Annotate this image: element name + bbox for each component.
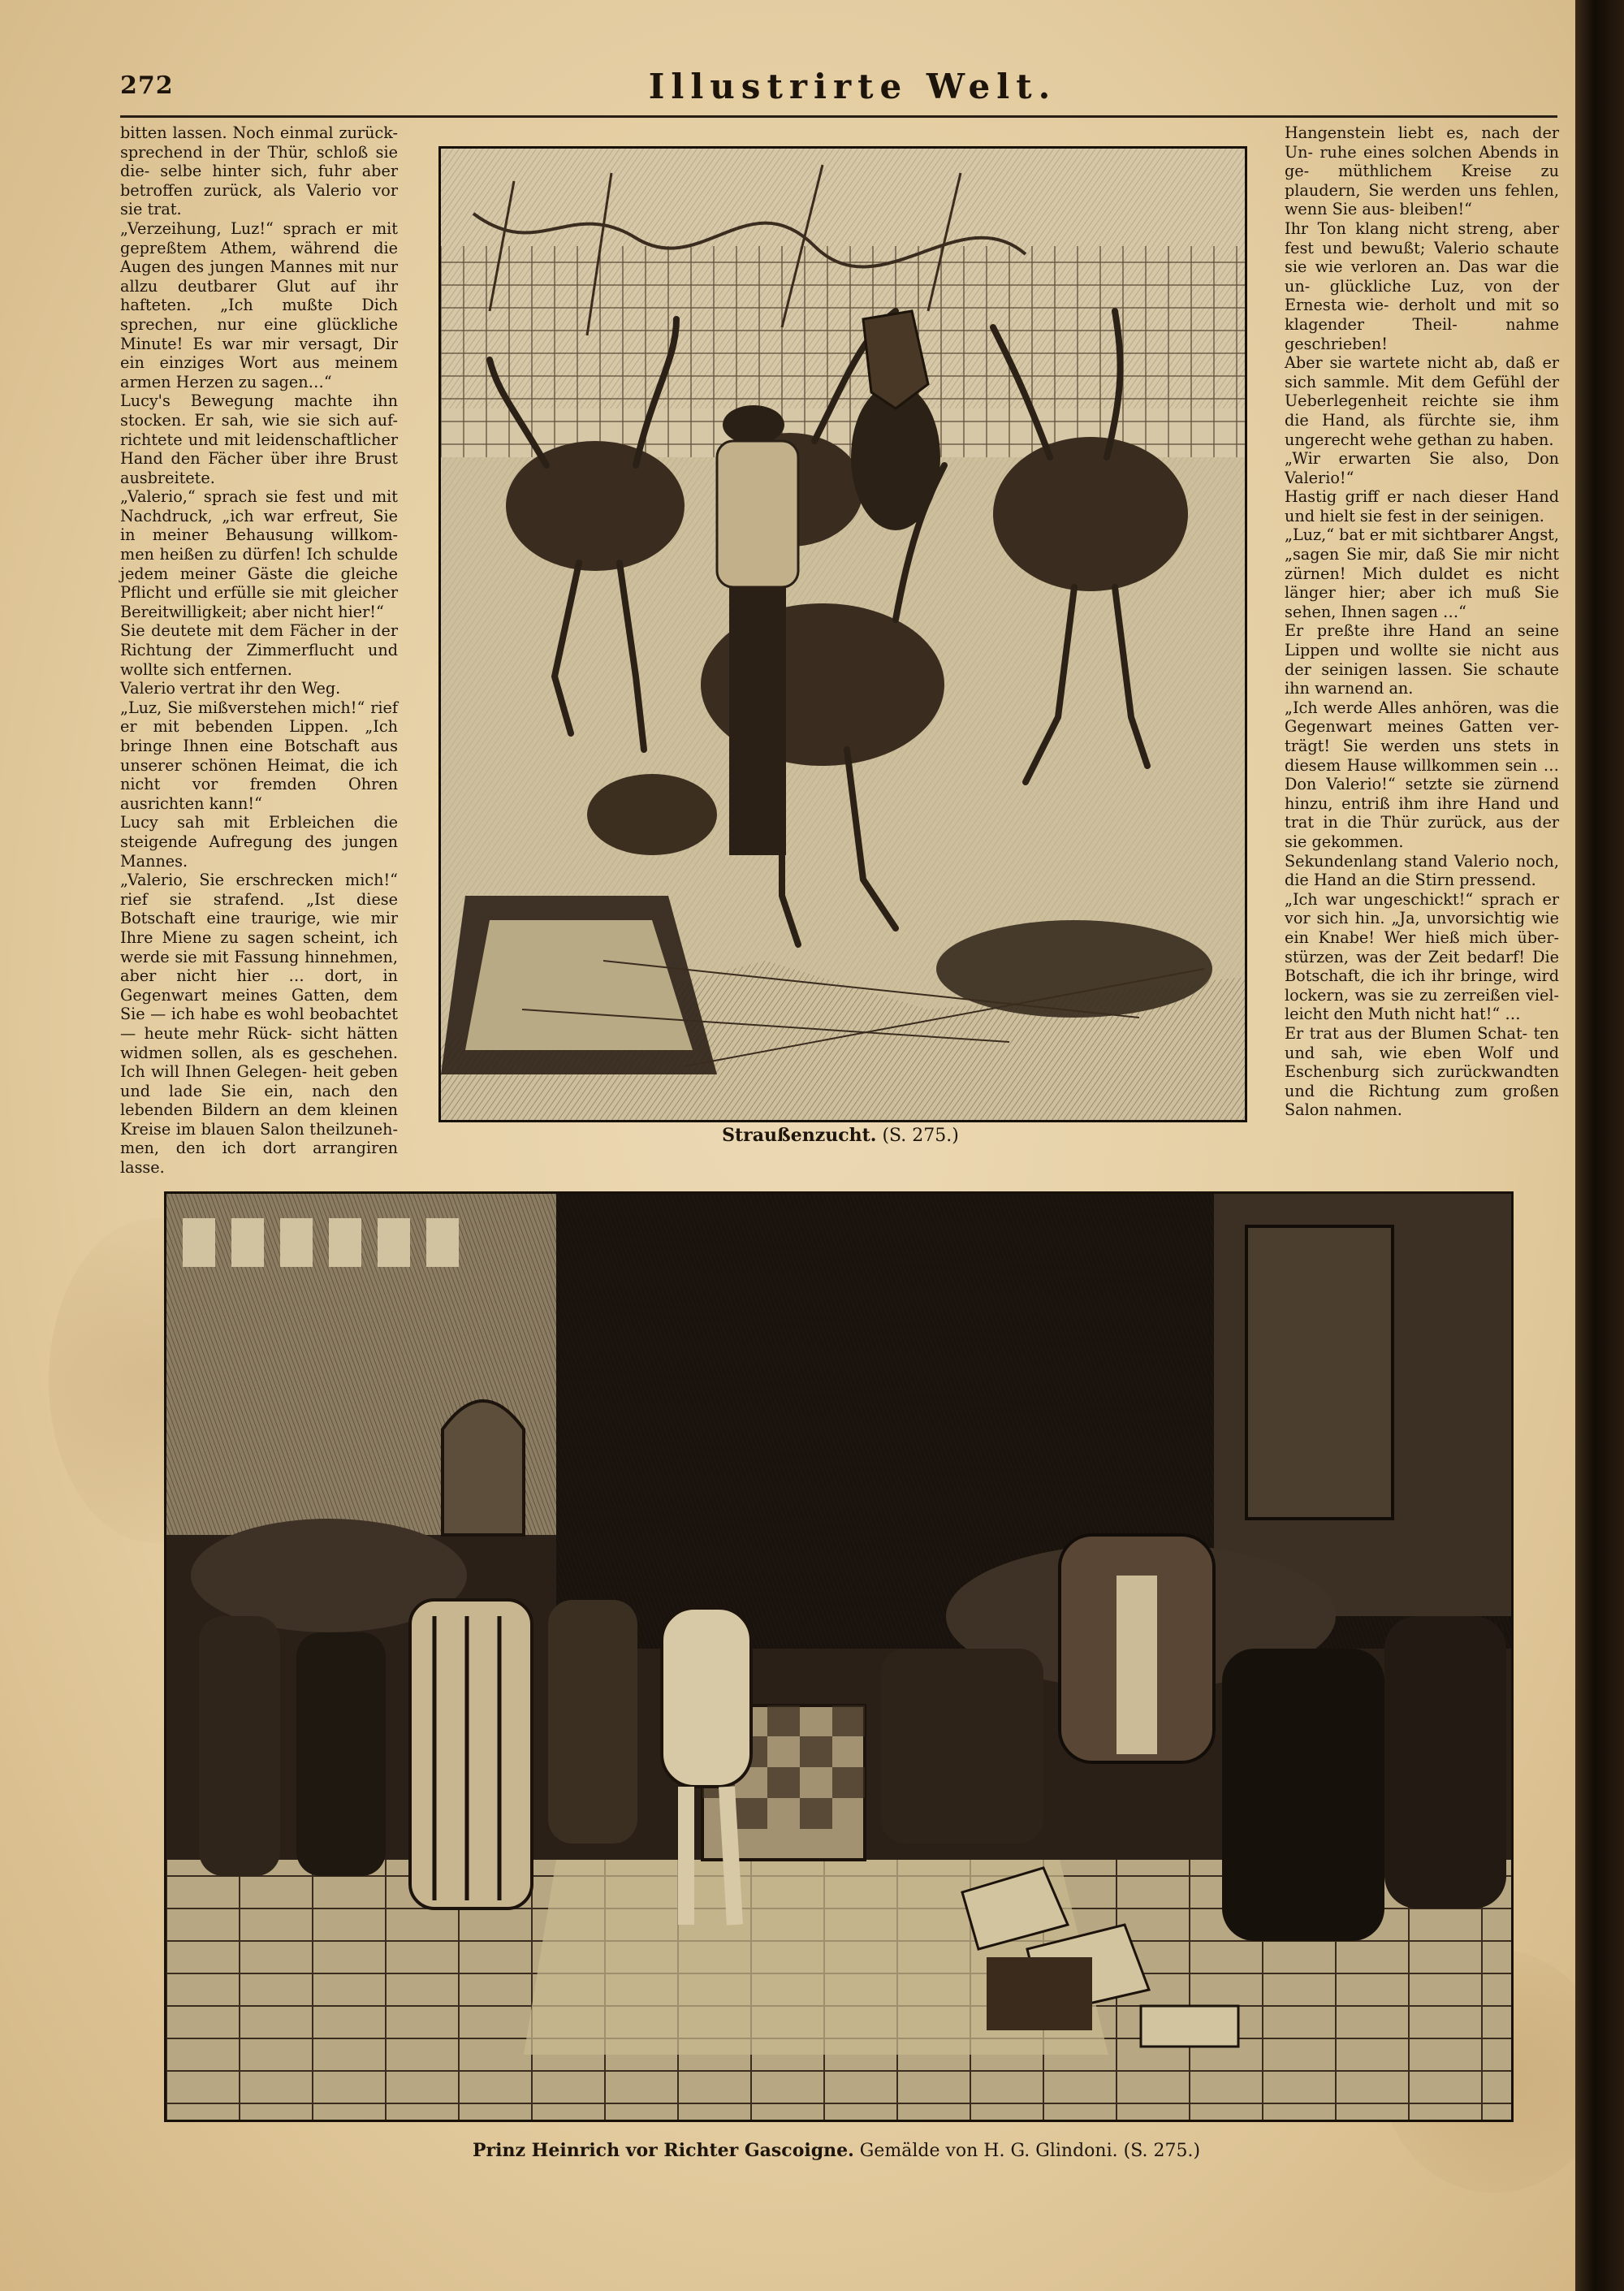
header-rule [120,115,1557,118]
paragraph: „Ich war ungeschickt!“ sprach er vor sich hin. „Ja, unvorsichtig wie ein Knabe! Wer hieß mich über- stürzen, was der Zeit bedarf! Die Botschaft, die ich ihr bringe, wird lockern, was sie zu zerreißen viel- leicht den Muth nicht hat!“ … [1285,889,1559,1024]
paragraph: Sie deutete mit dem Fächer in der Richtung der Zimmerflucht und wollte sich entfernen. [120,621,398,679]
paragraph: Er trat aus der Blumen Schat- ten und sah, wie eben Wolf und Eschenburg sich zurückwandten und die Richtung zum großen Salon nahmen. [1285,1023,1559,1120]
left-column [120,123,398,1178]
paragraph: bitten lassen. Noch einmal zurück- sprechend in der Thür, schloß sie die- selbe hinter sich, fuhr aber betroffen zurück, als Valerio vor sie trat. [120,123,398,219]
paragraph: Er preßte ihre Hand an seine Lippen und wollte sie nicht aus der seinigen lassen. Sie schaute ihn warnend an. [1285,621,1559,698]
paragraph: „Luz,“ bat er mit sichtbarer Angst, „sagen Sie mir, daß Sie mir nicht zürnen! Mich duldet es nicht länger hier; aber ich muß Sie sehen, Ihnen sagen …“ [1285,525,1559,621]
paragraph: „Valerio, Sie erschrecken mich!“ rief sie strafend. „Ist diese Botschaft eine traurige, wie mir Ihre Miene zu sagen scheint, ich werde sie mit Fassung hinnehmen, aber nicht hier … dort, in Gegenwart meines Gatten, dem Sie — ich habe es wohl beobachtet — heute mehr Rück- sicht hätten widmen sollen, als es geschehen. Ich will Ihnen Gelegen- heit geben und lade Sie ein, nach den lebenden Bildern an dem kleinen Kreise im blauen Salon theilzuneh- men, den ich dort arrangiren lasse. [120,871,398,1178]
paragraph: Lucy's Bewegung machte ihn stocken. Er sah, wie sie sich auf- richtete und mit leidenschaftlicher Hand den Fächer über ihre Brust ausbreitete. [120,391,398,487]
paragraph: „Ich werde Alles anhören, was die Gegenwart meines Gatten ver- trägt! Sie werden uns stets in diesem Hause willkommen sein … Don Valerio!“ setzte sie zürnend hinzu, entriß ihm ihre Hand und trat in die Thür zurück, aus der sie gekommen. [1285,698,1559,851]
running-title: Illustrirte Welt. [648,67,1057,106]
paragraph: „Verzeihung, Luz!“ sprach er mit gepreßtem Athem, während die Augen des jungen Mannes mit nur allzu deutbarer Glut auf ihr hafteten. „Ich mußte Dich sprechen, nur eine glückliche Minute! Es war mir versagt, Dir ein einziges Wort aus meinem armen Herzen zu sagen…“ [120,218,398,391]
caption-title: Straußenzucht. [722,1125,877,1146]
caption-painter: Gemälde von H. G. Glindoni. [859,2141,1118,2161]
paragraph: Ihr Ton klang nicht streng, aber fest und bewußt; Valerio schaute sie wie verloren an. Das war die un- glückliche Luz, von der Ernesta wie- derholt und mit so klagender Theil- nahme geschrieben! [1285,218,1559,353]
book-spine-edge [1575,0,1624,2291]
caption-title: Prinz Heinrich vor Richter Gascoigne. [472,2140,854,2161]
paragraph: „Valerio,“ sprach sie fest und mit Nachdruck, „ich war erfreut, Sie in meiner Behausung willkom- men heißen zu dürfen! Ich schulde jedem meiner Gäste die gleiche Pflicht und erfülle sie mit gleicher Bereitwilligkeit; aber nicht hier!“ [120,487,398,621]
paragraph: Hangenstein liebt es, nach der Un- ruhe eines solchen Abends in ge- müthlichem Kreise zu plaudern, Sie werden uns fehlen, wenn Sie aus- bleiben!“ [1285,123,1559,219]
bottom-figure-caption [164,2140,1509,2161]
ostrich-engraving [438,146,1247,1122]
page-number: 272 [120,71,174,100]
paragraph: „Wir erwarten Sie also, Don Valerio!“ [1285,449,1559,487]
right-column [1285,123,1559,1120]
caption-reference: (S. 275.) [882,1126,959,1146]
paragraph: „Luz, Sie mißverstehen mich!“ rief er mit bebenden Lippen. „Ich bringe Ihnen eine Botschaft aus unserer schönen Heimat, die ich nicht vor fremden Ohren ausrichten kann!“ [120,698,398,813]
paragraph: Hastig griff er nach dieser Hand und hielt sie fest in der seinigen. [1285,487,1559,525]
paragraph: Aber sie wartete nicht ab, daß er sich sammle. Mit dem Gefühl der Ueberlegenheit reichte sie ihm die Hand, als fürchte sie, ihm ungerecht wehe gethan zu haben. [1285,353,1559,449]
paragraph: Sekundenlang stand Valerio noch, die Hand an die Stirn pressend. [1285,851,1559,890]
paragraph: Lucy sah mit Erbleichen die steigende Aufregung des jungen Mannes. [120,813,398,871]
courtroom-engraving [164,1191,1514,2122]
paragraph: Valerio vertrat ihr den Weg. [120,679,341,698]
top-figure-caption [438,1125,1242,1146]
caption-reference: (S. 275.) [1123,2141,1201,2161]
